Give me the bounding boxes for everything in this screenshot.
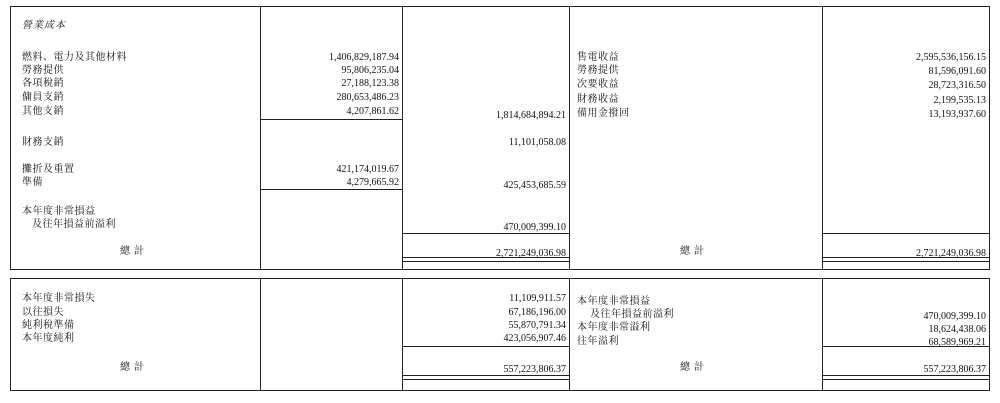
total-value-left: 2,721,249,036.98	[496, 248, 566, 259]
bottom-total-label-right: 總計	[680, 362, 708, 373]
extraordinary-profit-value: 18,624,438.06	[928, 324, 986, 335]
cost-label: 燃料、電力及其他材料	[22, 52, 127, 63]
appropriation-value: 423,056,907.46	[503, 333, 566, 344]
income-label: 售電收益	[577, 52, 619, 63]
reserve-label: 準備	[22, 177, 43, 188]
cost-value: 4,207,861.62	[346, 106, 399, 117]
cost-label: 傭員支銷	[22, 92, 64, 103]
income-value: 2,199,535.13	[933, 95, 986, 106]
cost-value: 95,806,235.04	[341, 65, 399, 76]
appropriation-value: 11,109,911.57	[509, 293, 566, 304]
finance-value: 11,101,058.08	[508, 137, 566, 148]
cost-value: 280,653,486.23	[336, 92, 399, 103]
cost-value: 27,188,123.38	[341, 78, 399, 89]
income-value: 28,723,316.50	[928, 80, 986, 91]
income-value: 2,595,536,156.15	[916, 52, 986, 63]
carryover-label-line1: 本年度非常損益	[577, 296, 651, 307]
depreciation-value: 421,174,019.67	[336, 164, 399, 175]
carryover-value: 470,009,399.10	[923, 311, 986, 322]
total-label-right: 總計	[680, 246, 708, 257]
profit-label-line2: 及往年損益前溢利	[32, 219, 116, 230]
prior-profit-value: 68,589,969.21	[928, 337, 986, 348]
operating-subtotal: 1,814,684,894.21	[496, 110, 566, 121]
total-value-right: 2,721,249,036.98	[916, 248, 986, 259]
reserve-value: 4,279,665.92	[346, 177, 399, 188]
income-value: 81,596,091.60	[928, 66, 986, 77]
section-heading: 營業成本	[22, 20, 66, 31]
appropriation-value: 55,870,791.34	[508, 320, 566, 331]
bottom-total-value-right: 557,223,806.37	[923, 364, 986, 375]
appropriation-value: 67,186,196.00	[508, 307, 566, 318]
cost-label: 各項稅銷	[22, 78, 64, 89]
bottom-total-label-left: 總計	[120, 362, 148, 373]
depreciation-subtotal: 425,453,685.59	[503, 180, 566, 191]
bottom-total-value-left: 557,223,806.37	[503, 364, 566, 375]
prior-profit-label: 往年溢利	[577, 336, 619, 347]
appropriation-label: 純利稅準備	[22, 320, 75, 331]
cost-label: 其他支銷	[22, 106, 64, 117]
cost-label: 勞務提供	[22, 65, 64, 76]
carryover-label-line2: 及往年損益前溢利	[590, 309, 674, 320]
extraordinary-profit-label: 本年度非常溢利	[577, 322, 651, 333]
appropriation-label: 本年度非常損失	[22, 293, 96, 304]
income-value: 13,193,937.60	[928, 109, 986, 120]
income-label: 財務收益	[577, 94, 619, 105]
appropriation-label: 本年度純利	[22, 333, 75, 344]
appropriation-label: 以往損失	[22, 307, 64, 318]
cost-value: 1,406,829,187.94	[329, 52, 399, 63]
profit-value: 470,009,399.10	[503, 222, 566, 233]
finance-label: 財務支銷	[22, 137, 64, 148]
income-label: 備用金撥回	[577, 108, 630, 119]
total-label-left: 總計	[120, 246, 148, 257]
profit-label-line1: 本年度非常損益	[22, 206, 96, 217]
income-label: 勞務提供	[577, 65, 619, 76]
depreciation-label: 攤折及重置	[22, 164, 75, 175]
income-label: 次要收益	[577, 79, 619, 90]
